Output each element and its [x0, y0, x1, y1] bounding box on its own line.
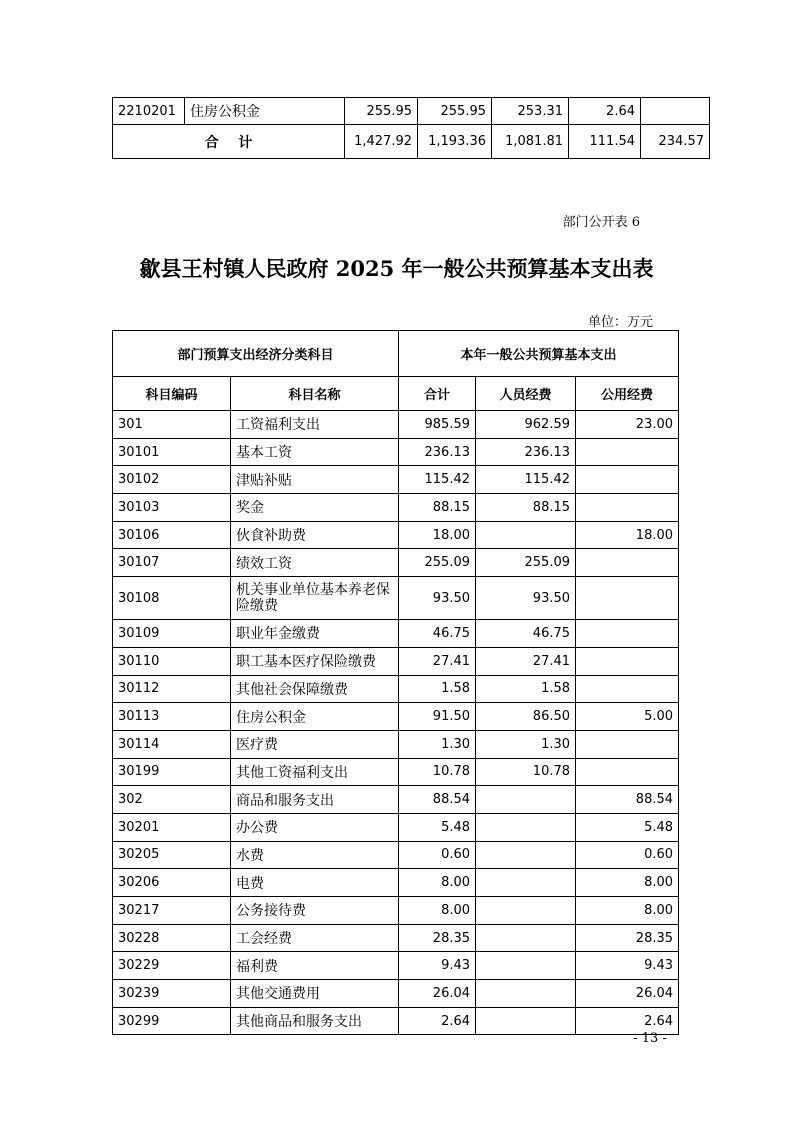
table-row	[113, 647, 679, 675]
total-row	[113, 125, 710, 159]
table-row	[113, 577, 679, 620]
cell-code: 30114	[113, 730, 231, 758]
cell-name: 绩效工资	[231, 549, 399, 577]
cell-public: 18.00	[576, 521, 679, 549]
cell-personnel	[476, 786, 576, 814]
table-row	[113, 620, 679, 648]
table-row	[113, 730, 679, 758]
cell-name: 住房公积金	[231, 703, 399, 731]
header-code: 科目编码	[113, 377, 231, 411]
cell-code: 30217	[113, 897, 231, 925]
cell-name: 其他社会保障缴费	[231, 675, 399, 703]
cell-public: 26.04	[576, 980, 679, 1008]
cell-total: 93.50	[399, 577, 476, 620]
cell-personnel	[476, 813, 576, 841]
cell-value: 234.57	[641, 125, 710, 159]
cell-code: 30205	[113, 841, 231, 869]
table-row	[113, 494, 679, 522]
cell-public: 0.60	[576, 841, 679, 869]
cell-public	[576, 647, 679, 675]
cell-total: 28.35	[399, 924, 476, 952]
cell-personnel	[476, 1007, 576, 1035]
cell-name: 伙食补助费	[231, 521, 399, 549]
cell-name: 工资福利支出	[231, 411, 399, 439]
cell-personnel: 93.50	[476, 577, 576, 620]
cell-total: 46.75	[399, 620, 476, 648]
cell-public	[576, 494, 679, 522]
cell-code: 30299	[113, 1007, 231, 1035]
cell-personnel: 255.09	[476, 549, 576, 577]
table-row	[113, 758, 679, 786]
cell-public	[576, 438, 679, 466]
cell-total: 27.41	[399, 647, 476, 675]
continued-table	[112, 97, 710, 159]
cell-name: 基本工资	[231, 438, 399, 466]
cell-total: 8.00	[399, 897, 476, 925]
page-title: 歙县王村镇人民政府 2025 年一般公共预算基本支出表	[139, 256, 654, 281]
table-row	[113, 924, 679, 952]
cell-total: 26.04	[399, 980, 476, 1008]
cell-public	[576, 577, 679, 620]
cell-code: 30199	[113, 758, 231, 786]
cell-name: 津贴补贴	[231, 466, 399, 494]
cell-public	[576, 466, 679, 494]
cell-code: 2210201	[113, 98, 185, 125]
table-row	[113, 675, 679, 703]
cell-name: 公务接待费	[231, 897, 399, 925]
cell-public	[576, 758, 679, 786]
cell-code: 302	[113, 786, 231, 814]
table-row	[113, 411, 679, 439]
cell-total: 18.00	[399, 521, 476, 549]
column-header-row	[113, 377, 679, 411]
cell-personnel	[476, 980, 576, 1008]
cell-personnel: 27.41	[476, 647, 576, 675]
total-label: 合 计	[113, 125, 345, 159]
cell-total: 88.54	[399, 786, 476, 814]
cell-name: 福利费	[231, 952, 399, 980]
cell-total: 88.15	[399, 494, 476, 522]
cell-code: 30113	[113, 703, 231, 731]
cell-public: 23.00	[576, 411, 679, 439]
cell-code: 30239	[113, 980, 231, 1008]
cell-code: 30206	[113, 869, 231, 897]
cell-value: 2.64	[569, 98, 641, 125]
table-row	[113, 549, 679, 577]
cell-public	[576, 620, 679, 648]
cell-public	[576, 675, 679, 703]
header-name: 科目名称	[231, 377, 399, 411]
cell-personnel	[476, 841, 576, 869]
cell-code: 30108	[113, 577, 231, 620]
cell-value: 253.31	[492, 98, 569, 125]
cell-personnel: 1.58	[476, 675, 576, 703]
table-label: 部门公开表 6	[562, 215, 640, 230]
cell-code: 30103	[113, 494, 231, 522]
cell-name: 其他工资福利支出	[231, 758, 399, 786]
cell-code: 30110	[113, 647, 231, 675]
cell-name: 住房公积金	[185, 98, 345, 125]
cell-total: 985.59	[399, 411, 476, 439]
cell-value: 255.95	[418, 98, 492, 125]
table-row	[113, 897, 679, 925]
cell-personnel: 236.13	[476, 438, 576, 466]
cell-code: 301	[113, 411, 231, 439]
cell-total: 236.13	[399, 438, 476, 466]
table-row	[113, 980, 679, 1008]
cell-code: 30228	[113, 924, 231, 952]
header-public: 公用经费	[576, 377, 679, 411]
cell-public	[576, 549, 679, 577]
cell-name: 办公费	[231, 813, 399, 841]
cell-total: 255.09	[399, 549, 476, 577]
cell-personnel: 86.50	[476, 703, 576, 731]
cell-personnel	[476, 897, 576, 925]
group-header-right: 本年一般公共预算基本支出	[399, 331, 679, 377]
unit-label: 单位：万元	[587, 315, 653, 330]
cell-name: 医疗费	[231, 730, 399, 758]
cell-name: 其他商品和服务支出	[231, 1007, 399, 1035]
cell-personnel: 10.78	[476, 758, 576, 786]
cell-name: 职业年金缴费	[231, 620, 399, 648]
table-row	[113, 869, 679, 897]
cell-code: 30112	[113, 675, 231, 703]
cell-public: 28.35	[576, 924, 679, 952]
cell-code: 30229	[113, 952, 231, 980]
table-row	[113, 841, 679, 869]
table-row	[113, 521, 679, 549]
cell-value: 1,193.36	[418, 125, 492, 159]
table-row	[113, 98, 710, 125]
cell-total: 1.30	[399, 730, 476, 758]
cell-code: 30109	[113, 620, 231, 648]
cell-code: 30101	[113, 438, 231, 466]
cell-personnel: 88.15	[476, 494, 576, 522]
cell-personnel: 1.30	[476, 730, 576, 758]
cell-code: 30201	[113, 813, 231, 841]
cell-personnel	[476, 924, 576, 952]
table-row	[113, 1007, 679, 1035]
cell-total: 10.78	[399, 758, 476, 786]
cell-total: 5.48	[399, 813, 476, 841]
cell-name: 水费	[231, 841, 399, 869]
cell-public: 8.00	[576, 897, 679, 925]
table-row	[113, 438, 679, 466]
cell-public: 5.48	[576, 813, 679, 841]
cell-value: 1,427.92	[345, 125, 418, 159]
table-row	[113, 466, 679, 494]
cell-name: 奖金	[231, 494, 399, 522]
table-row	[113, 786, 679, 814]
cell-total: 8.00	[399, 869, 476, 897]
cell-personnel: 115.42	[476, 466, 576, 494]
table-row	[113, 703, 679, 731]
cell-public: 9.43	[576, 952, 679, 980]
cell-name: 商品和服务支出	[231, 786, 399, 814]
table-row	[113, 813, 679, 841]
cell-name: 电费	[231, 869, 399, 897]
cell-name: 职工基本医疗保险缴费	[231, 647, 399, 675]
cell-personnel	[476, 869, 576, 897]
cell-code: 30107	[113, 549, 231, 577]
cell-public	[576, 730, 679, 758]
cell-public: 8.00	[576, 869, 679, 897]
cell-name: 其他交通费用	[231, 980, 399, 1008]
cell-total: 91.50	[399, 703, 476, 731]
cell-public: 2.64	[576, 1007, 679, 1035]
header-personnel: 人员经费	[476, 377, 576, 411]
cell-value	[641, 98, 710, 125]
table-row	[113, 952, 679, 980]
cell-name: 机关事业单位基本养老保险缴费	[231, 577, 399, 620]
cell-value: 111.54	[569, 125, 641, 159]
cell-total: 9.43	[399, 952, 476, 980]
cell-name: 工会经费	[231, 924, 399, 952]
cell-value: 1,081.81	[492, 125, 569, 159]
cell-personnel: 962.59	[476, 411, 576, 439]
cell-value: 255.95	[345, 98, 418, 125]
cell-personnel	[476, 521, 576, 549]
group-header-row	[113, 331, 679, 377]
budget-table	[112, 330, 679, 1035]
group-header-left: 部门预算支出经济分类科目	[113, 331, 399, 377]
cell-total: 1.58	[399, 675, 476, 703]
cell-code: 30102	[113, 466, 231, 494]
cell-personnel	[476, 952, 576, 980]
cell-personnel: 46.75	[476, 620, 576, 648]
cell-public: 5.00	[576, 703, 679, 731]
header-total: 合计	[399, 377, 476, 411]
cell-total: 115.42	[399, 466, 476, 494]
cell-total: 0.60	[399, 841, 476, 869]
cell-code: 30106	[113, 521, 231, 549]
page-number: - 13 -	[633, 1031, 667, 1046]
cell-public: 88.54	[576, 786, 679, 814]
cell-total: 2.64	[399, 1007, 476, 1035]
